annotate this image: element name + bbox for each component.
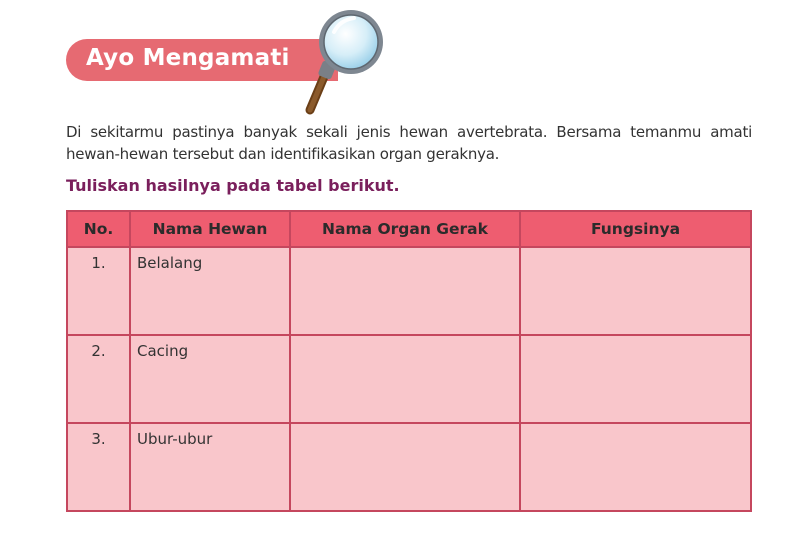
observation-table: [66, 210, 752, 512]
table-row: [67, 423, 751, 511]
function-cell[interactable]: [520, 423, 751, 511]
header-no: No.: [67, 211, 130, 247]
header-animal-name: Nama Hewan: [130, 211, 290, 247]
row-number: 2.: [67, 335, 130, 423]
animal-name-cell: Belalang: [130, 247, 290, 335]
header-movement-organ: Nama Organ Gerak: [290, 211, 520, 247]
animal-name-cell: Ubur-ubur: [130, 423, 290, 511]
instruction-text: Tuliskan hasilnya pada tabel berikut.: [66, 176, 400, 195]
magnifying-glass-icon: [296, 4, 392, 120]
animal-name-cell: Cacing: [130, 335, 290, 423]
header-function: Fungsinya: [520, 211, 751, 247]
intro-paragraph: Di sekitarmu pastinya banyak sekali jenis hewan avertebrata. Bersama temanmu amati hewan-hewan tersebut dan identifikasikan organ geraknya.: [66, 123, 752, 163]
movement-organ-cell[interactable]: [290, 423, 520, 511]
table-row: [67, 247, 751, 335]
row-number: 3.: [67, 423, 130, 511]
function-cell[interactable]: [520, 335, 751, 423]
movement-organ-cell[interactable]: [290, 335, 520, 423]
row-number: 1.: [67, 247, 130, 335]
table-header-row: [67, 211, 751, 247]
section-title: Ayo Mengamati: [86, 45, 290, 71]
function-cell[interactable]: [520, 247, 751, 335]
movement-organ-cell[interactable]: [290, 247, 520, 335]
table-row: [67, 335, 751, 423]
